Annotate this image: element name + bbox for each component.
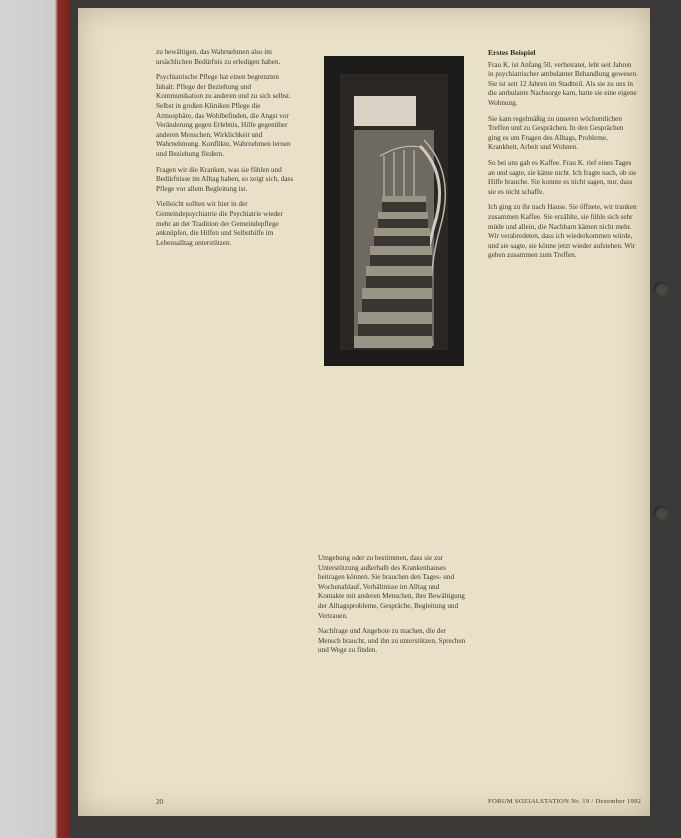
paragraph: Vielleicht sollten wir hier in der Gemeindepsychiatrie die Psychiatrie wieder mehr an der Tradition der Gemeindepflege anknüpfen, die Hilfen und Selbsthilfe im Lebensalltag unterstützen. — [156, 200, 283, 247]
paragraph: Umgebung oder zu bestimmen, dass sie zur Unterstützung außerhalb des Krankenhauses beitragen können. Sie brauchen den Tages- und Wochenablauf, Verhältnisse im Alltag und Kontakte mit anderen Menschen, ihre Bewältigung der Alltagsprobleme, Gespräche, Begleitung und Vertrauen. — [318, 554, 465, 620]
page-number: 20 — [156, 798, 163, 806]
paragraph: So bei uns gab es Kaffee. Frau K. rief eines Tages an und sagte, sie käme nicht. Ich fragte nach, ob sie Hilfe brauche. Sie konnte es nicht sagen, nur, dass sie es nicht schaffe. — [488, 158, 637, 196]
paragraph: zu bewältigen, das Wahrnehmen also im ursächlichen Bedürfnis zu erledigen haben. — [156, 48, 281, 66]
paragraph: Sie kam regelmäßig zu unseren wöchentlichen Treffen und zu Gesprächen. In den Gesprächen ging es um Fragen des Alltags, Probleme, Krankheit, Arbeit und Wohnen. — [488, 114, 624, 152]
paragraph: Psychiatrische Pflege hat einen begrenzten Inhalt: Pflege der Beziehung und Kommunikation zu anderen und zu sich selbst. Selbst in großen Kliniken Pflege die Atmosphäre, das Wohlbefinden, die Angst vor Veränderung gegen Erlebnis, Hilfe gegenüber anderen Menschen, Wirklichkeit und Wahrnehmung. Konflikte, Wahrnehmen lernen und Beziehung fördern. — [156, 73, 291, 158]
paragraph: Ich ging zu ihr nach Hause. Sie öffnete, wir tranken zusammen Kaffee. Sie erzählte, sie fühle sich sehr müde und allein, die Nachbarn kämen nicht mehr. Wir verabredeten, dass ich wiederkommen würde, und sie sagte, sie könne jetzt wieder aufstehen. Wir gehen zusammen zum Treffen. — [488, 203, 637, 260]
paragraph: Fragen wir die Kranken, was sie fühlen und Bedürfnisse im Alltag haben, so zeigt sich, dass Pflege vor allem Begleitung ist. — [156, 165, 294, 193]
punch-hole — [654, 282, 668, 296]
magazine-footer: FORUM SOZIALSTATION Nr. 19 / Dezember 1992 — [488, 798, 642, 805]
right-text-column — [488, 48, 638, 267]
staircase-photo — [324, 56, 464, 366]
middle-text-column — [318, 554, 466, 662]
magazine-page — [78, 8, 650, 816]
paragraph: Nachfrage und Angebote zu machen, die der Mensch braucht, und ihn zu unterstützen, Sprechen und Wege zu finden. — [318, 627, 466, 655]
left-text-column — [156, 48, 296, 254]
punch-hole — [654, 506, 668, 520]
section-heading: Erstes Beispiel — [488, 48, 536, 57]
paragraph: Frau K. ist Anfang 50, verheiratet, lebt seit Jahren in psychiatrischer ambulanter Behandlung gewesen. Sie ist seit 12 Jahren im Stadtteil. Als sie zu uns in die ambulante Nachsorge kam, hatte sie eine eigene Wohnung. — [488, 60, 638, 107]
binder-edge — [0, 0, 70, 838]
